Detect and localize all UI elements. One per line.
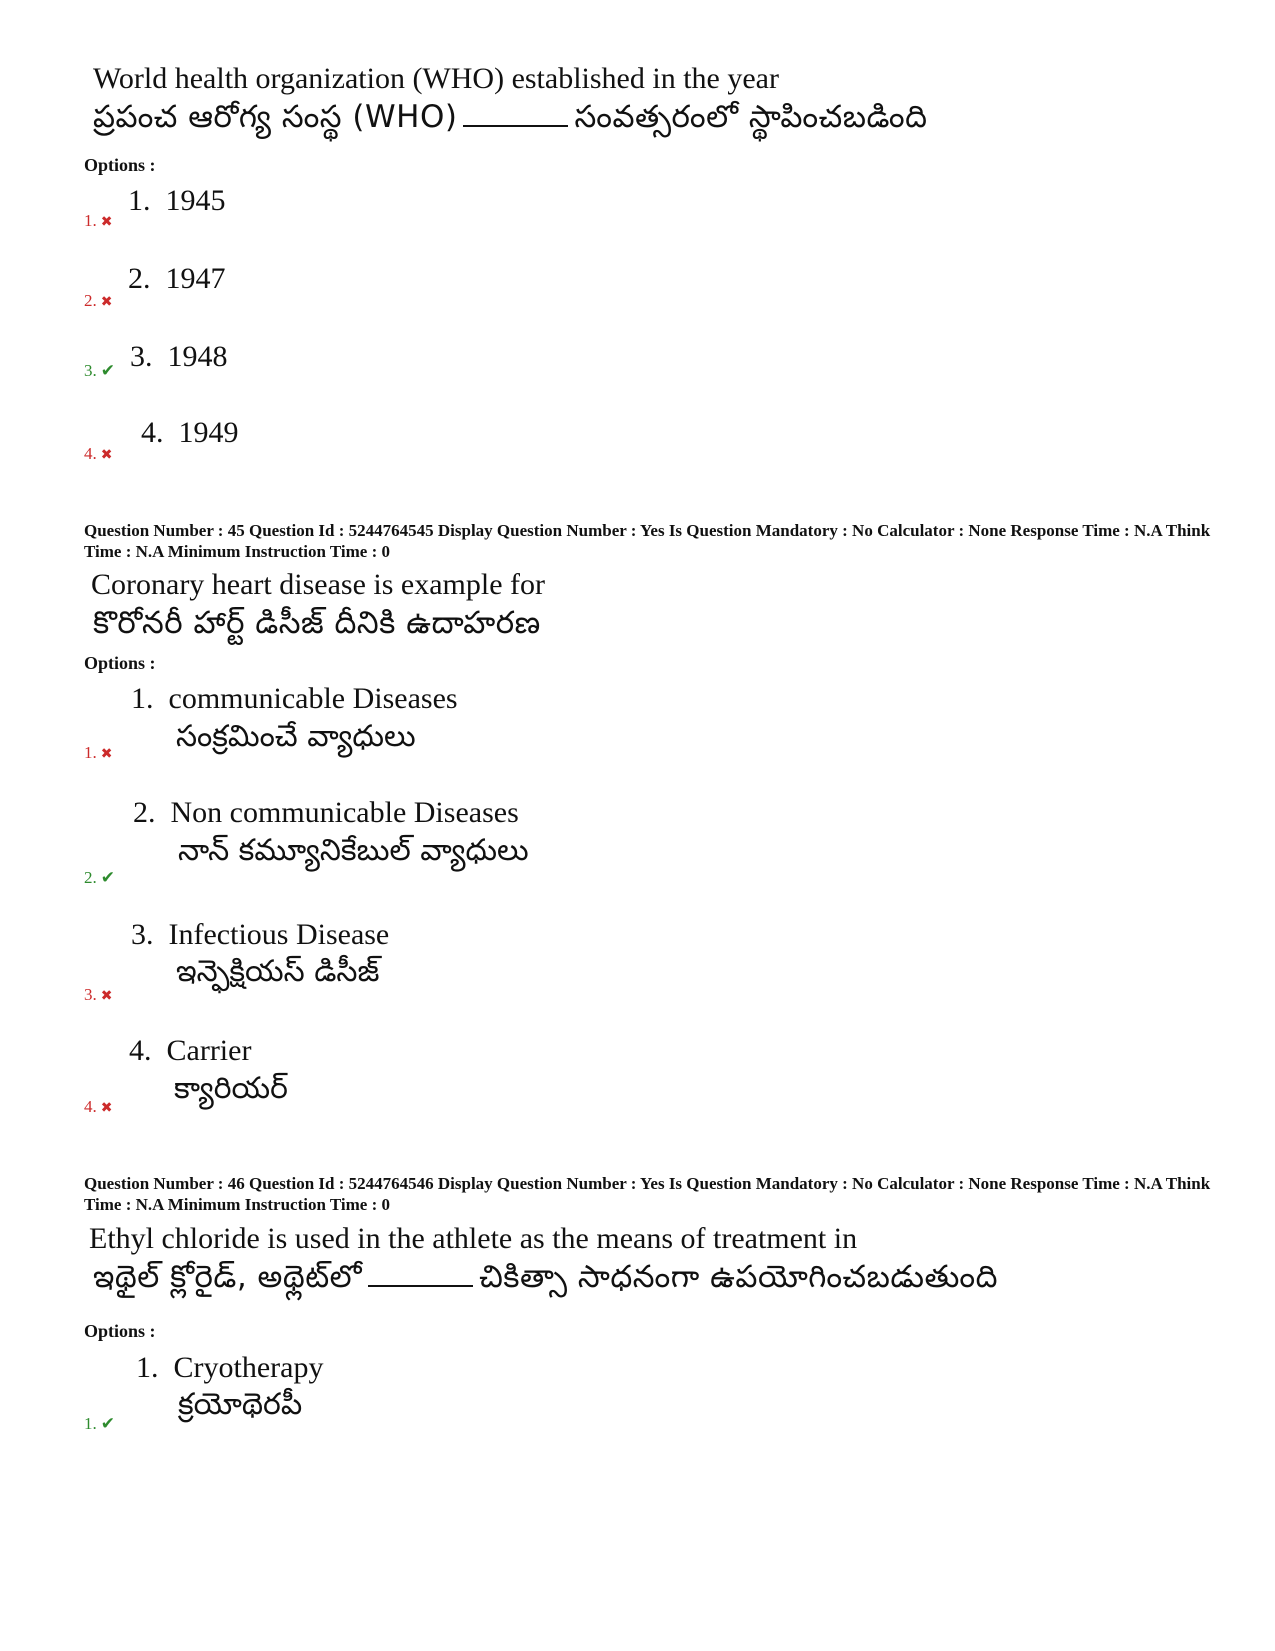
wrong-icon: ✖ [100,746,113,762]
q46-option-1-mark: 1. ✔ [84,1414,115,1434]
q46-option-1-te: క్రయోథెరపీ [178,1387,303,1422]
q44-option-3-mark: 3. ✔ [84,361,115,381]
wrong-icon: ✖ [100,447,113,463]
q44-option-2[interactable]: 2. 1947 [128,262,226,295]
q45-question-en: Coronary heart disease is example for [91,568,545,601]
q45-options-label: Options : [84,653,156,673]
q46-options-label: Options : [84,1321,156,1341]
q46-option-1[interactable]: 1. Cryotherapy [136,1351,324,1384]
q44-question-te-after: సంవత్సరంలో స్థాపించబడింది [574,99,928,135]
wrong-icon: ✖ [100,294,113,310]
q46-question-en: Ethyl chloride is used in the athlete as the means of treatment in [89,1222,858,1255]
q45-option-3-te: ఇన్ఫెక్షియస్ డిసీజ్ [176,954,380,989]
q46-meta: Question Number : 46 Question Id : 5244764546 Display Question Number : Yes Is Question Mandatory : No Calculator : None Response Time : N.A Think Time : N.A Minimum Instruction Time : 0 [84,1174,1211,1214]
q46-question-te [93,1258,998,1296]
wrong-icon: ✖ [100,1100,113,1116]
q45-option-4[interactable]: 4. Carrier [129,1034,252,1067]
q44-option-4[interactable]: 4. 1949 [141,416,239,449]
q44-question-te [93,98,928,136]
wrong-icon: ✖ [100,988,113,1004]
q45-option-3[interactable]: 3. Infectious Disease [131,918,390,951]
q45-option-2-te: నాన్ కమ్యూనికేబుల్ వ్యాధులు [178,833,529,868]
fill-blank [368,1259,473,1287]
q45-option-3-mark: 3. ✖ [84,985,113,1004]
q44-option-1-mark: 1. ✖ [84,211,113,230]
q45-option-1-mark: 1. ✖ [84,743,113,762]
q46-question-te-before: ఇథైల్ క్లోరైడ్, అథ్లెట్‌లో [93,1259,363,1295]
q45-option-1[interactable]: 1. communicable Diseases [131,682,458,715]
q44-question-te-before: ప్రపంచ ఆరోగ్య సంస్థ (WHO) [93,99,458,135]
q45-option-2-mark: 2. ✔ [84,868,115,888]
q44-option-4-mark: 4. ✖ [84,444,113,463]
q44-option-1[interactable]: 1. 1945 [128,184,226,217]
q44-option-3[interactable]: 3. 1948 [130,340,228,373]
check-icon: ✔ [100,868,115,888]
fill-blank [463,99,568,127]
q45-option-4-te: క్యారియర్ [174,1071,288,1106]
q45-option-1-te: సంక్రమించే వ్యాధులు [176,719,416,754]
check-icon: ✔ [100,1414,115,1434]
q46-question-te-after: చికిత్సా సాధనంగా ఉపయోగించబడుతుంది [479,1259,998,1295]
q45-question-te: కొరోనరీ హార్ట్ డిసీజ్ దీనికి ఉదాహరణ [93,605,541,641]
q44-option-2-mark: 2. ✖ [84,291,113,310]
q44-question-en: World health organization (WHO) established in the year [93,62,779,95]
wrong-icon: ✖ [100,214,113,230]
q44-options-label: Options : [84,155,156,175]
q45-option-4-mark: 4. ✖ [84,1097,113,1116]
q45-meta: Question Number : 45 Question Id : 5244764545 Display Question Number : Yes Is Question Mandatory : No Calculator : None Response Time : N.A Think Time : N.A Minimum Instruction Time : 0 [84,521,1211,561]
q45-option-2[interactable]: 2. Non communicable Diseases [133,796,519,829]
check-icon: ✔ [100,361,115,381]
